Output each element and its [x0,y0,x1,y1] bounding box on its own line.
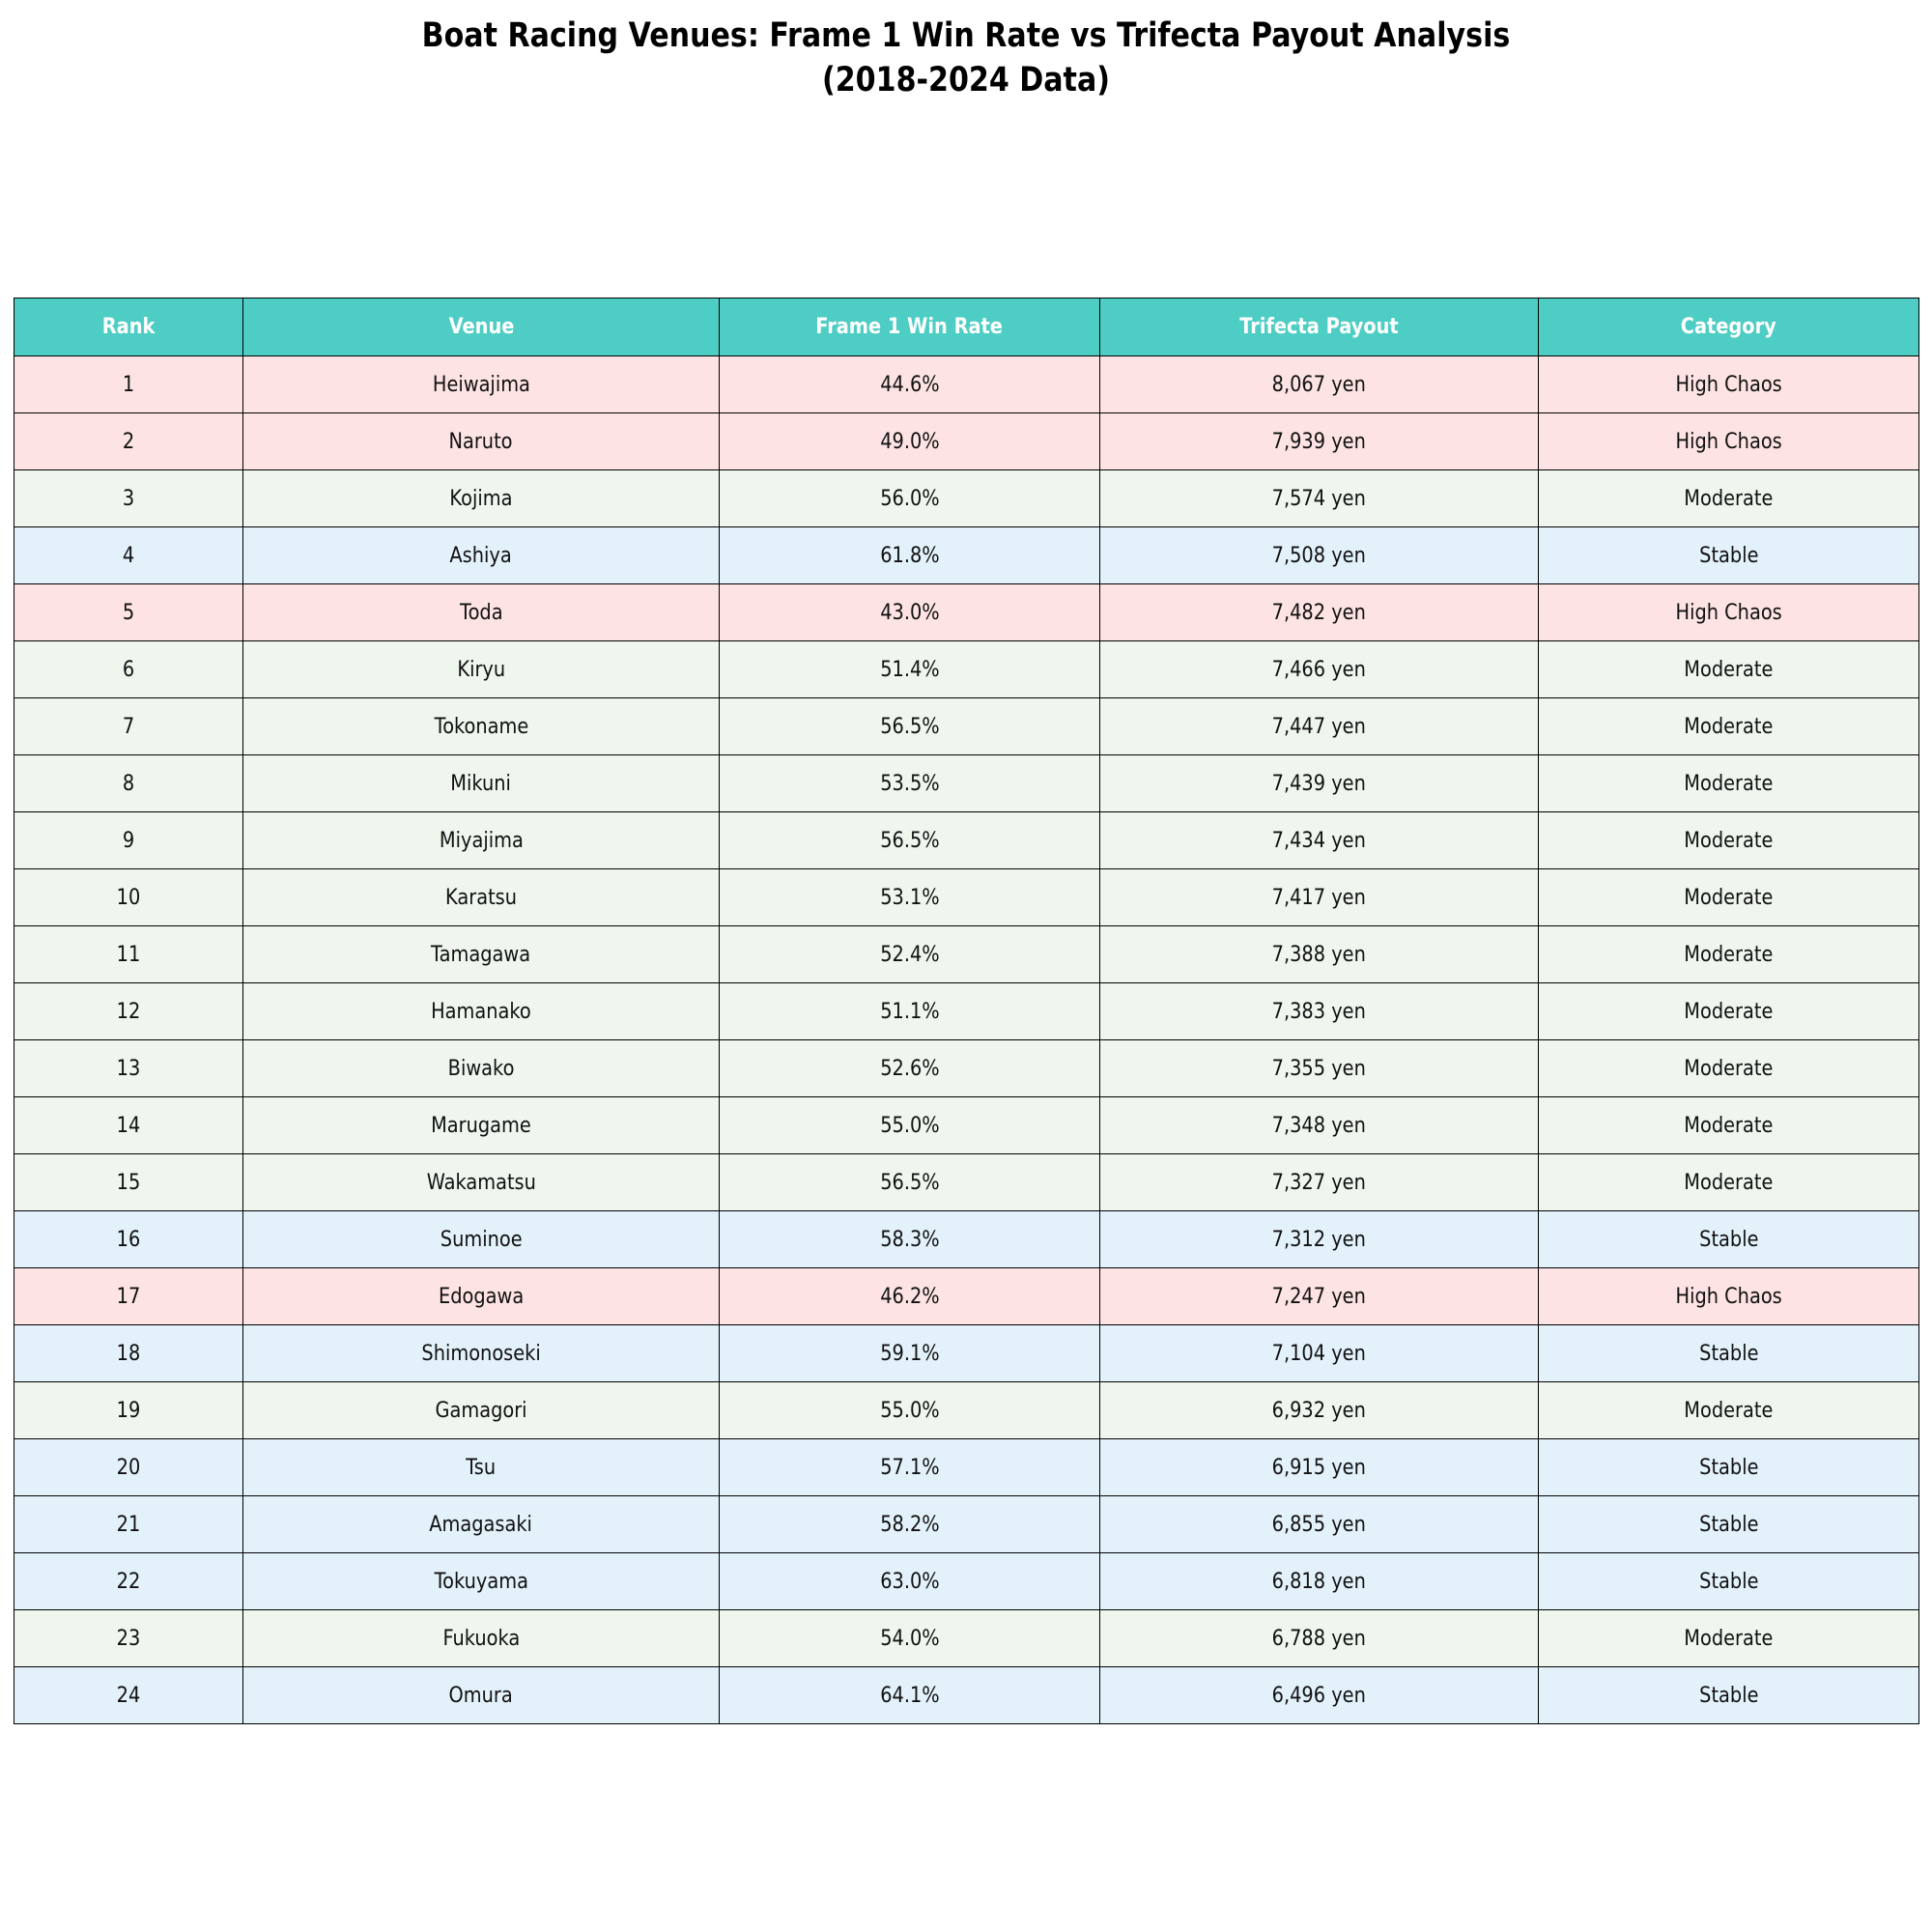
win-rate-cell [720,869,1100,926]
payout-cell-text: 6,855 yen [1271,1512,1367,1537]
win-rate-cell [720,584,1100,641]
payout-cell-text: 6,788 yen [1271,1626,1367,1651]
win-rate-cell-text: 52.6% [879,1056,940,1081]
rank-cell [14,413,243,470]
payout-cell-text: 7,508 yen [1271,543,1367,568]
category-cell-text: Stable [1698,1227,1759,1252]
venue-cell-text: Marugame [431,1113,531,1138]
rank-cell-text: 22 [116,1569,141,1594]
rank-cell-text: 7 [122,714,135,739]
win-rate-cell-text: 57.1% [879,1455,940,1480]
venue-cell-text: Kiryu [457,657,505,682]
payout-cell-text: 6,496 yen [1271,1683,1367,1708]
table-row [14,1553,1919,1610]
rank-cell-text: 3 [122,486,135,511]
venue-cell [243,812,720,869]
rank-cell [14,983,243,1040]
rank-cell-text: 23 [116,1626,141,1651]
category-cell [1539,356,1919,413]
table-row [14,641,1919,698]
header-venue [243,298,720,356]
win-rate-cell-text: 55.0% [879,1113,940,1138]
win-rate-cell [720,1553,1100,1610]
table-row [14,1667,1919,1724]
win-rate-cell [720,641,1100,698]
header-trifecta-payout-label: Trifecta Payout [1239,315,1399,339]
category-cell-text: Stable [1698,543,1759,568]
chart-title [0,14,1932,102]
payout-cell [1100,641,1539,698]
category-cell [1539,1097,1919,1154]
category-cell-text: Stable [1698,1569,1759,1594]
venue-cell-text: Tamagawa [431,942,531,967]
category-cell [1539,641,1919,698]
table-row [14,584,1919,641]
payout-cell-text: 7,383 yen [1271,999,1367,1024]
category-cell-text: High Chaos [1675,372,1782,397]
win-rate-cell [720,983,1100,1040]
table-row [14,470,1919,527]
category-cell [1539,812,1919,869]
rank-cell [14,1211,243,1268]
category-cell-text: Moderate [1684,828,1774,853]
win-rate-cell-text: 51.4% [879,657,940,682]
rank-cell-text: 4 [122,543,135,568]
win-rate-cell-text: 53.1% [879,885,940,910]
category-cell [1539,1040,1919,1097]
venue-cell [243,584,720,641]
rank-cell-text: 11 [116,942,141,967]
rank-cell [14,356,243,413]
payout-cell-text: 6,915 yen [1271,1455,1367,1480]
rank-cell [14,1040,243,1097]
venue-cell-text: Miyajima [439,828,524,853]
category-cell-text: Moderate [1684,999,1774,1024]
rank-cell [14,1268,243,1325]
payout-cell [1100,926,1539,983]
payout-cell-text: 6,818 yen [1271,1569,1367,1594]
rank-cell [14,1154,243,1211]
category-cell [1539,983,1919,1040]
payout-cell-text: 7,439 yen [1271,771,1367,796]
rank-cell-text: 20 [116,1455,141,1480]
win-rate-cell [720,470,1100,527]
win-rate-cell [720,926,1100,983]
venue-cell-text: Edogawa [438,1284,525,1309]
win-rate-cell [720,1325,1100,1382]
payout-cell [1100,1040,1539,1097]
title-line-2: (2018-2024 Data) [821,61,1111,99]
rank-cell [14,1496,243,1553]
venue-cell [243,1154,720,1211]
payout-cell [1100,1553,1539,1610]
venue-cell [243,983,720,1040]
win-rate-cell-text: 59.1% [879,1341,940,1366]
win-rate-cell [720,413,1100,470]
rank-cell-text: 15 [116,1170,141,1195]
payout-cell [1100,527,1539,584]
title-line-1: Boat Racing Venues: Frame 1 Win Rate vs Trifecta Payout Analysis [421,16,1511,55]
rank-cell-text: 2 [122,429,135,454]
category-cell [1539,1553,1919,1610]
venue-cell [243,1040,720,1097]
payout-cell-text: 7,417 yen [1271,885,1367,910]
win-rate-cell-text: 46.2% [879,1284,940,1309]
venue-cell [243,413,720,470]
rank-cell [14,527,243,584]
category-cell-text: High Chaos [1675,429,1782,454]
win-rate-cell-text: 49.0% [879,429,940,454]
header-rank [14,298,243,356]
payout-cell-text: 7,355 yen [1271,1056,1367,1081]
payout-cell-text: 7,466 yen [1271,657,1367,682]
win-rate-cell [720,1667,1100,1724]
payout-cell [1100,1211,1539,1268]
venue-cell-text: Omura [448,1683,514,1708]
payout-cell-text: 7,104 yen [1271,1341,1367,1366]
venue-cell-text: Wakamatsu [426,1170,536,1195]
table-row [14,1325,1919,1382]
category-cell-text: High Chaos [1675,600,1782,625]
payout-cell-text: 7,574 yen [1271,486,1367,511]
venue-cell [243,527,720,584]
payout-cell [1100,698,1539,755]
category-cell [1539,1496,1919,1553]
category-cell-text: Stable [1698,1341,1759,1366]
table-row [14,1268,1919,1325]
win-rate-cell [720,1040,1100,1097]
table-row [14,1040,1919,1097]
rank-cell [14,1097,243,1154]
payout-cell [1100,413,1539,470]
category-cell-text: Moderate [1684,657,1774,682]
win-rate-cell-text: 54.0% [879,1626,940,1651]
payout-cell-text: 7,348 yen [1271,1113,1367,1138]
header-trifecta-payout [1100,298,1539,356]
payout-cell-text: 6,932 yen [1271,1398,1367,1423]
win-rate-cell-text: 44.6% [879,372,940,397]
category-cell-text: Stable [1698,1455,1759,1480]
rank-cell [14,1382,243,1439]
table-row [14,1496,1919,1553]
win-rate-cell [720,527,1100,584]
category-cell [1539,755,1919,812]
rank-cell [14,1325,243,1382]
payout-cell-text: 7,312 yen [1271,1227,1367,1252]
payout-cell [1100,1496,1539,1553]
payout-cell [1100,812,1539,869]
table-row [14,869,1919,926]
rank-cell [14,1667,243,1724]
win-rate-cell [720,1211,1100,1268]
win-rate-cell-text: 63.0% [879,1569,940,1594]
category-cell-text: Moderate [1684,1398,1774,1423]
payout-cell [1100,356,1539,413]
venue-cell-text: Suminoe [440,1227,523,1252]
payout-cell-text: 7,388 yen [1271,942,1367,967]
payout-cell-text: 7,434 yen [1271,828,1367,853]
win-rate-cell [720,1268,1100,1325]
table-body [14,356,1919,1724]
venue-cell-text: Shimonoseki [421,1341,541,1366]
venue-cell [243,356,720,413]
venue-cell [243,1268,720,1325]
venue-cell [243,1496,720,1553]
rank-cell-text: 13 [116,1056,141,1081]
rank-cell [14,926,243,983]
venue-cell [243,755,720,812]
venue-cell-text: Amagasaki [429,1512,533,1537]
venue-cell [243,869,720,926]
venue-cell [243,1325,720,1382]
table-row [14,1154,1919,1211]
payout-cell [1100,1325,1539,1382]
win-rate-cell [720,812,1100,869]
payout-cell-text: 7,939 yen [1271,429,1367,454]
venue-cell [243,1097,720,1154]
category-cell-text: Moderate [1684,486,1774,511]
header-rank-label: Rank [101,315,156,339]
rank-cell-text: 9 [122,828,135,853]
payout-cell [1100,1154,1539,1211]
table-row [14,812,1919,869]
category-cell [1539,926,1919,983]
venue-cell-text: Tokuyama [434,1569,528,1594]
venue-cell [243,470,720,527]
category-cell-text: Moderate [1684,1056,1774,1081]
category-cell-text: Stable [1698,1683,1759,1708]
payout-cell [1100,584,1539,641]
win-rate-cell-text: 55.0% [879,1398,940,1423]
win-rate-cell-text: 56.5% [879,714,940,739]
category-cell-text: Moderate [1684,1113,1774,1138]
category-cell-text: Moderate [1684,714,1774,739]
venue-cell-text: Hamanako [431,999,531,1024]
table-row [14,527,1919,584]
venue-cell [243,1211,720,1268]
payout-cell [1100,1667,1539,1724]
table-row [14,356,1919,413]
rank-cell [14,470,243,527]
category-cell [1539,470,1919,527]
table-row [14,1097,1919,1154]
rank-cell [14,812,243,869]
payout-cell-text: 7,447 yen [1271,714,1367,739]
payout-cell-text: 7,482 yen [1271,600,1367,625]
venue-cell-text: Tokoname [434,714,528,739]
category-cell [1539,584,1919,641]
venue-cell [243,641,720,698]
venue-cell [243,1553,720,1610]
venue-cell-text: Kojima [449,486,513,511]
payout-cell [1100,869,1539,926]
payout-cell-text: 7,327 yen [1271,1170,1367,1195]
win-rate-cell [720,1496,1100,1553]
category-cell-text: Moderate [1684,1626,1774,1651]
rank-cell-text: 8 [122,771,135,796]
table-row [14,983,1919,1040]
venue-table [14,298,1919,1724]
rank-cell [14,1610,243,1667]
rank-cell-text: 12 [116,999,141,1024]
win-rate-cell [720,1439,1100,1496]
rank-cell [14,1553,243,1610]
win-rate-cell-text: 61.8% [879,543,940,568]
venue-cell-text: Ashiya [449,543,513,568]
rank-cell [14,698,243,755]
payout-cell [1100,1268,1539,1325]
venue-cell [243,926,720,983]
venue-cell [243,1667,720,1724]
rank-cell [14,755,243,812]
category-cell-text: High Chaos [1675,1284,1782,1309]
category-cell [1539,1154,1919,1211]
category-cell-text: Moderate [1684,942,1774,967]
table-row [14,1610,1919,1667]
table-row [14,1382,1919,1439]
win-rate-cell-text: 51.1% [879,999,940,1024]
rank-cell-text: 21 [116,1512,141,1537]
payout-cell [1100,470,1539,527]
payout-cell [1100,1610,1539,1667]
win-rate-cell [720,1382,1100,1439]
rank-cell-text: 18 [116,1341,141,1366]
venue-cell-text: Mikuni [450,771,512,796]
venue-cell-text: Heiwajima [432,372,530,397]
table-row [14,1439,1919,1496]
category-cell [1539,1211,1919,1268]
rank-cell-text: 1 [122,372,135,397]
win-rate-cell [720,1097,1100,1154]
category-cell [1539,1268,1919,1325]
venue-cell-text: Naruto [448,429,513,454]
payout-cell [1100,1382,1539,1439]
payout-cell [1100,1097,1539,1154]
category-cell [1539,527,1919,584]
category-cell [1539,413,1919,470]
win-rate-cell-text: 56.0% [879,486,940,511]
win-rate-cell [720,698,1100,755]
header-category [1539,298,1919,356]
win-rate-cell-text: 56.5% [879,828,940,853]
payout-cell [1100,1439,1539,1496]
category-cell [1539,1439,1919,1496]
payout-cell-text: 8,067 yen [1271,372,1367,397]
venue-cell-text: Fukuoka [442,1626,520,1651]
win-rate-cell [720,1610,1100,1667]
venue-cell [243,1610,720,1667]
table-row [14,413,1919,470]
rank-cell [14,1439,243,1496]
category-cell-text: Moderate [1684,1170,1774,1195]
category-cell [1539,869,1919,926]
win-rate-cell-text: 52.4% [879,942,940,967]
table-row [14,1211,1919,1268]
category-cell [1539,1382,1919,1439]
rank-cell-text: 24 [116,1683,141,1708]
table-row [14,926,1919,983]
rank-cell-text: 19 [116,1398,141,1423]
rank-cell-text: 17 [116,1284,141,1309]
table-header-row [14,298,1919,356]
category-cell-text: Stable [1698,1512,1759,1537]
venue-cell [243,1382,720,1439]
rank-cell-text: 10 [116,885,141,910]
win-rate-cell-text: 58.3% [879,1227,940,1252]
header-frame1-win-rate-label: Frame 1 Win Rate [815,315,1004,339]
payout-cell [1100,755,1539,812]
venue-cell-text: Biwako [447,1056,515,1081]
rank-cell [14,641,243,698]
table-row [14,698,1919,755]
rank-cell-text: 16 [116,1227,141,1252]
header-frame1-win-rate [720,298,1100,356]
win-rate-cell-text: 53.5% [879,771,940,796]
category-cell-text: Moderate [1684,771,1774,796]
win-rate-cell-text: 56.5% [879,1170,940,1195]
table-row [14,755,1919,812]
payout-cell [1100,983,1539,1040]
category-cell [1539,1325,1919,1382]
venue-cell-text: Karatsu [444,885,518,910]
category-cell [1539,698,1919,755]
win-rate-cell-text: 43.0% [879,600,940,625]
category-cell [1539,1610,1919,1667]
venue-cell [243,1439,720,1496]
category-cell [1539,1667,1919,1724]
venue-cell [243,698,720,755]
win-rate-cell [720,1154,1100,1211]
win-rate-cell-text: 64.1% [879,1683,940,1708]
win-rate-cell [720,356,1100,413]
venue-cell-text: Tsu [466,1455,497,1480]
venue-cell-text: Toda [459,600,503,625]
win-rate-cell-text: 58.2% [879,1512,940,1537]
header-category-label: Category [1680,315,1776,339]
venue-cell-text: Gamagori [435,1398,527,1423]
header-venue-label: Venue [448,315,514,339]
rank-cell [14,869,243,926]
payout-cell-text: 7,247 yen [1271,1284,1367,1309]
rank-cell-text: 14 [116,1113,141,1138]
rank-cell [14,584,243,641]
rank-cell-text: 6 [122,657,135,682]
category-cell-text: Moderate [1684,885,1774,910]
win-rate-cell [720,755,1100,812]
rank-cell-text: 5 [122,600,135,625]
